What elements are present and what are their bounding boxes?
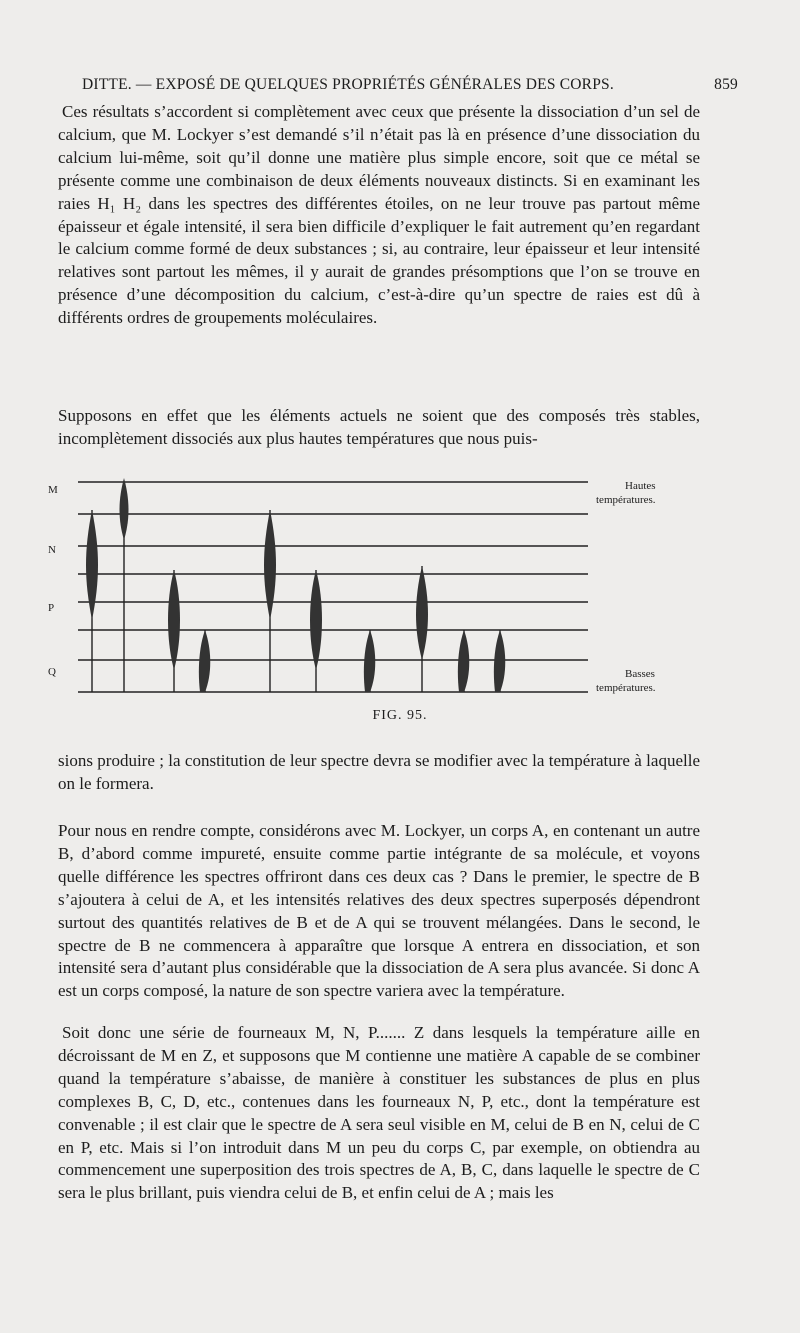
high-temp-label-2: températures. bbox=[596, 494, 656, 506]
spindle-6 bbox=[416, 566, 428, 660]
header-title: DITTE. — EXPOSÉ DE QUELQUES PROPRIÉTÉS GÉNÉRALES DES CORPS. bbox=[82, 76, 614, 93]
spindle-3 bbox=[264, 510, 276, 620]
paragraph-2: Supposons en effet que les éléments actuels ne soient que des composés très stables, incomplètement dissociés aux plus hautes températures que nous puis- bbox=[58, 406, 700, 448]
paragraph-5: Soit donc une série de fourneaux M, N, P....... Z dans lesquels la température aille en décroissant de M en Z, et supposons que M contienne une matière A capable de se combiner quand la température s’abaisse, de manière à constituer les substances de plus en plus complexes B, C, D, etc., contenues dans les fourneaux N, P, etc., dont la température est convenable ; il est clair que le spectre de A sera seul visible en M, celui de B en N, celui de C en P, etc. Mais si l’on introduit dans M un peu du corps C, par exemple, on obtiendra au commencement une superposition des trois spectres de A, B, C, dans laquelle le spectre de C sera le plus brillant, puis viendra celui de B, et enfin celui de A ; mais les bbox=[58, 1023, 700, 1203]
spindle-7 bbox=[199, 630, 210, 692]
page-number: 859 bbox=[714, 76, 738, 93]
row-label-q: Q bbox=[48, 666, 56, 678]
spindle-9 bbox=[458, 630, 469, 692]
row-label-m: M bbox=[48, 484, 58, 496]
low-temp-label-1: Basses bbox=[625, 668, 655, 680]
paragraph-4: Pour nous en rendre compte, considérons avec M. Lockyer, un corps A, en contenant un autre B, d’abord comme impureté, ensuite comme partie intégrante de sa molécule, et voyons quelle différence les spectres offriront dans ces deux cas ? Dans le premier, le spectre de B s’ajoutera à celui de A, et les intensités relatives des deux spectres superposés dépendront surtout des quantités relatives de B et de A qui se trouvent mélangées. Dans le second, le spectre de B ne commencera à apparaître que lorsque A entrera en dissociation, et son intensité sera d’autant plus considérable que la dissociation de A sera plus avancée. Si donc A est un corps composé, la nature de son spectre variera avec la température. bbox=[58, 821, 700, 1001]
spindle-10 bbox=[494, 630, 505, 692]
row-label-p: P bbox=[48, 602, 55, 614]
spindle-4 bbox=[168, 570, 180, 670]
running-header bbox=[58, 76, 738, 100]
paragraph-3: sions produire ; la constitution de leur spectre devra se modifier avec la température à laquelle on le formera. bbox=[58, 751, 700, 793]
temperature-levels bbox=[78, 482, 588, 692]
high-temp-label-1: Hautes bbox=[625, 480, 656, 492]
row-label-n: N bbox=[48, 544, 56, 556]
low-temp-label-2: températures. bbox=[596, 682, 656, 694]
spindle-5 bbox=[310, 570, 322, 670]
figure-caption: FIG. 95. bbox=[372, 708, 428, 723]
spectrum-figure bbox=[40, 470, 700, 730]
spindle-8 bbox=[364, 630, 375, 692]
paragraph-1: Ces résultats s’accordent si complètement avec ceux que présente la dissociation d’un sel de calcium, que M. Lockyer s’est demandé s’il n’était pas là en présence d’une dissociation du calcium lui-même, soit qu’il donne une matière plus simple encore, soit que ce métal se présente comme une combinaison de deux éléments nouveaux distincts. Si en examinant les raies H₁ H₂ dans les spectres des différentes étoiles, on ne leur trouve pas partout même épaisseur et égale intensité, il sera bien difficile d’expliquer le fait autrement qu’en regardant le calcium comme formé de deux substances ; si, au contraire, leur épaisseur et leur intensité relatives sont partout les mêmes, il y aurait de grandes présomptions que l’on se trouve en présence d’une décomposition du calcium, c’est-à-dire qu’un spectre de raies est dû à différents ordres de groupements moléculaires. bbox=[58, 102, 700, 328]
spindle-2 bbox=[86, 510, 98, 620]
spindle-1 bbox=[120, 478, 129, 540]
